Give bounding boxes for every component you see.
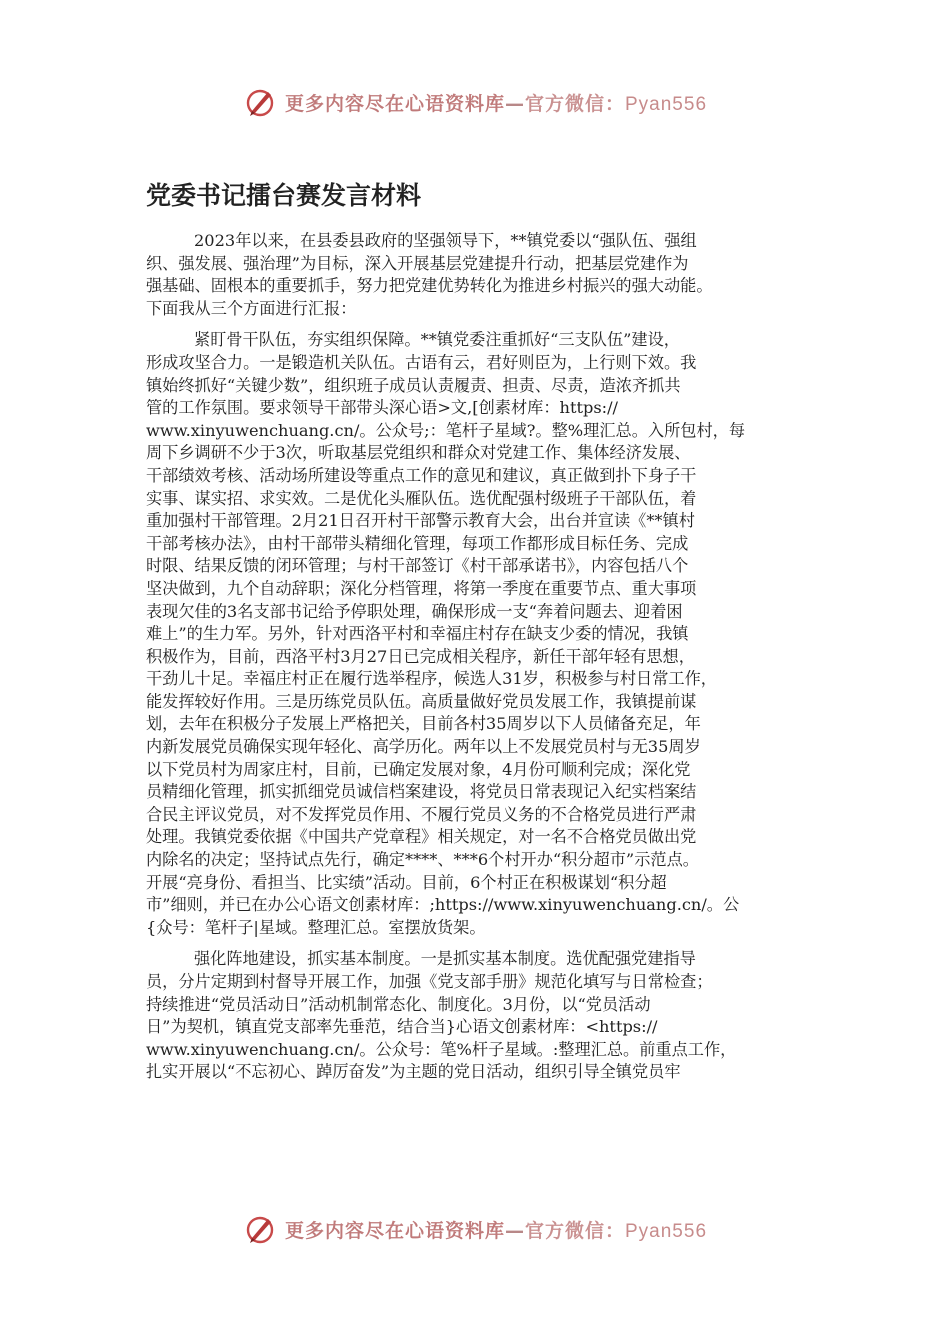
paragraph-line: 市”细则，并已在办公心语文创素材库：;https://www.xinyuwenchuang.cn/。公 xyxy=(146,895,740,915)
watermark-wechat-label: 官方微信： xyxy=(524,1219,625,1242)
watermark-text xyxy=(285,1216,707,1243)
body-paragraph xyxy=(146,230,816,320)
document-body xyxy=(146,230,816,1093)
paragraph-line: 以下党员村为周家庄村，目前，已确定发展对象，4月份可顺利完成；深化党 xyxy=(146,759,691,779)
watermark-wechat-label: 官方微信： xyxy=(524,92,625,115)
footer-watermark xyxy=(0,1207,950,1251)
body-paragraph xyxy=(146,948,816,1084)
watermark-text xyxy=(285,89,707,116)
paragraph-line: 日”为契机，镇直党支部率先垂范，结合当}心语文创素材库：<https:// xyxy=(146,1017,658,1037)
paragraph-line: 管的工作氛围。要求领导干部带头深心语>文,[创素材库：https:// xyxy=(146,398,618,418)
paragraph-line: 时限、结果反馈的闭环管理；与村干部签订《村干部承诺书》，内容包括八个 xyxy=(146,556,689,576)
paragraph-line: 积极作为，目前，西洛平村3月27日已完成相关程序，新任干部年轻有思想， xyxy=(146,646,695,666)
paragraph-line: 能发挥较好作用。三是历练党员队伍。高质量做好党员发展工作，我镇提前谋 xyxy=(146,691,697,711)
pen-logo-icon xyxy=(243,1211,279,1247)
paragraph-line: 坚决做到，九个自动辞职；深化分档管理，将第一季度在重要节点、重大事项 xyxy=(146,578,697,598)
watermark-separator: — xyxy=(504,92,525,115)
paragraph-line: 干部考核办法》，由村干部带头精细化管理，每项工作都形成目标任务、完成 xyxy=(146,533,689,553)
pen-logo-icon xyxy=(243,84,279,120)
paragraph-line: 持续推进“党员活动日”活动机制常态化、制度化。3月份，以“党员活动 xyxy=(146,994,651,1014)
watermark-separator: — xyxy=(504,1219,525,1242)
paragraph-line: 强化阵地建设，抓实基本制度。一是抓实基本制度。选优配强党建指导 xyxy=(194,949,696,969)
paragraph-line: {众号：笔杆子|星域。整理汇总。室摆放货架。 xyxy=(146,917,486,937)
paragraph-line: 周下乡调研不少于3次，听取基层党组织和群众对党建工作、集体经济发展、 xyxy=(146,443,691,463)
paragraph-line: 表现欠佳的3名支部书记给予停职处理，确保形成一支“奔着问题去、迎着困 xyxy=(146,601,683,621)
watermark-wechat-id: Pyan556 xyxy=(625,1220,708,1242)
watermark-wechat-id: Pyan556 xyxy=(625,93,708,115)
paragraph-line: 织、强发展、强治理”为目标，深入开展基层党建提升行动，把基层党建作为 xyxy=(146,253,689,273)
header-watermark xyxy=(0,80,950,124)
paragraph-line: 2023年以来，在县委县政府的坚强领导下，**镇党委以“强队伍、强组 xyxy=(194,231,697,250)
paragraph-line: 形成攻坚合力。一是锻造机关队伍。古语有云，君好则臣为，上行则下效。我 xyxy=(146,352,697,372)
paragraph-line: 开展“亮身份、看担当、比实绩”活动。目前，6个村正在积极谋划“积分超 xyxy=(146,872,667,892)
paragraph-line: 紧盯骨干队伍，夯实组织保障。**镇党委注重抓好“三支队伍”建设， xyxy=(194,330,680,350)
paragraph-line: 干劲儿十足。幸福庄村正在履行选举程序，候选人31岁，积极参与村日常工作， xyxy=(146,669,717,689)
paragraph-line: www.xinyuwenchuang.cn/。公众号：笔%杆子星域。:整理汇总。前重点工作， xyxy=(146,1039,737,1059)
body-paragraph xyxy=(146,329,816,939)
paragraph-line: 强基础、固根本的重要抓手，努力把党建优势转化为推进乡村振兴的强大动能。 xyxy=(146,276,713,296)
paragraph-line: 员精细化管理，抓实抓细党员诚信档案建设，将党员日常表现记入纪实档案结 xyxy=(146,782,697,802)
paragraph-line: 下面我从三个方面进行汇报： xyxy=(146,298,357,318)
paragraph-line: 重加强村干部管理。2月21日召开村干部警示教育大会，出台并宣读《**镇村 xyxy=(146,511,695,531)
paragraph-line: 扎实开展以“不忘初心、踔厉奋发”为主题的党日活动，组织引导全镇党员牢 xyxy=(146,1062,681,1082)
paragraph-line: 难上”的生力军。另外，针对西洛平村和幸福庄村存在缺支少委的情况，我镇 xyxy=(146,624,689,644)
paragraph-line: 划，去年在积极分子发展上严格把关，目前各村35周岁以下人员储备充足，年 xyxy=(146,714,701,734)
paragraph-line: 合民主评议党员，对不发挥党员作用、不履行党员义务的不合格党员进行严肃 xyxy=(146,804,697,824)
paragraph-line: 内除名的决定；坚持试点先行，确定****、***6个村开办“积分超市”示范点。 xyxy=(146,850,699,870)
watermark-prefix: 更多内容尽在心语资料库 xyxy=(284,1219,505,1242)
paragraph-line: www.xinyuwenchuang.cn/。公众号;：笔杆子星域?。整%理汇总。入所包村，每 xyxy=(146,420,746,440)
paragraph-line: 员，分片定期到村督导开展工作，加强《党支部手册》规范化填写与日常检查； xyxy=(146,972,713,991)
paragraph-line: 干部绩效考核、活动场所建设等重点工作的意见和建议，真正做到扑下身子干 xyxy=(146,465,697,485)
paragraph-line: 内新发展党员确保实现年轻化、高学历化。两年以上不发展党员村与无35周岁 xyxy=(146,737,701,757)
paragraph-line: 镇始终抓好“关键少数”，组织班子成员认责履责、担责、尽责，造浓齐抓共 xyxy=(146,375,681,395)
paragraph-line: 处理。我镇党委依据《中国共产党章程》相关规定，对一名不合格党员做出党 xyxy=(146,827,697,847)
document-title: 党委书记擂台赛发言材料 xyxy=(146,181,422,210)
watermark-prefix: 更多内容尽在心语资料库 xyxy=(284,92,505,115)
paragraph-line: 实事、谋实招、求实效。二是优化头雁队伍。选优配强村级班子干部队伍，着 xyxy=(146,488,697,508)
